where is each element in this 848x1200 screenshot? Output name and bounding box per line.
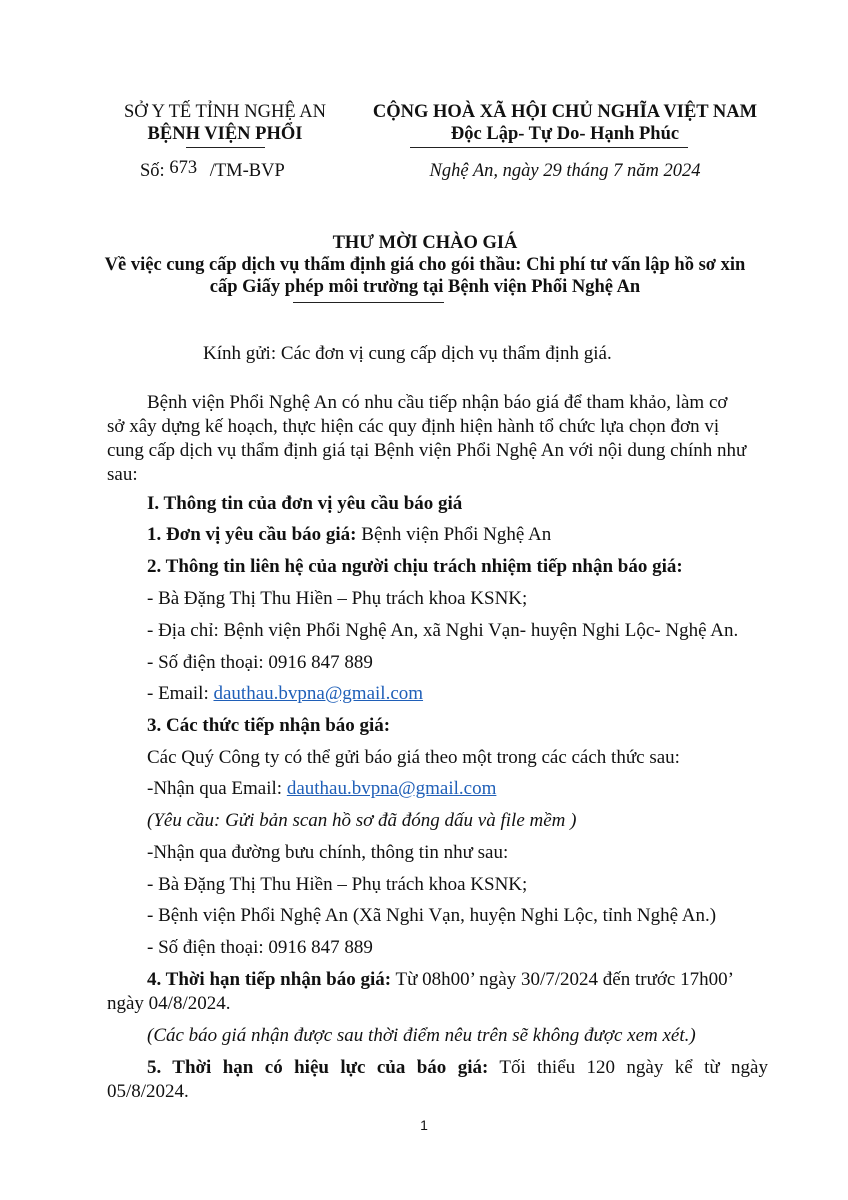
motto-underline [410, 147, 688, 148]
intro-line-1: Bệnh viện Phổi Nghệ An có nhu cầu tiếp nhận báo giá để tham khảo, làm cơ [147, 392, 728, 413]
method-email-note: (Yêu cầu: Gửi bản scan hồ sơ đã đóng dấu và file mềm ) [147, 810, 577, 831]
deadline-note: (Các báo giá nhận được sau thời điểm nêu trên sẽ không được xem xét.) [147, 1025, 696, 1046]
post-phone: - Số điện thoại: 0916 847 889 [147, 937, 373, 958]
contact-email [147, 683, 423, 705]
place-date: Nghệ An, ngày 29 tháng 7 năm 2024 [429, 161, 701, 181]
method-email-label: -Nhận qua Email: [147, 778, 287, 799]
contact-address: - Địa chỉ: Bệnh viện Phổi Nghệ An, xã Nghi Vạn- huyện Nghi Lộc- Nghệ An. [147, 620, 739, 641]
contact-info-heading: 2. Thông tin liên hệ của người chịu trách nhiệm tiếp nhận báo giá: [147, 556, 683, 577]
requesting-unit-label: 1. Đơn vị yêu cầu báo giá: [147, 524, 357, 545]
page-number: 1 [420, 1117, 428, 1133]
subject-line-1: Về việc cung cấp dịch vụ thẩm định giá cho gói thầu: Chi phí tư vấn lập hồ sơ xin [104, 255, 746, 275]
validity-period-cont: 05/8/2024. [107, 1081, 189, 1102]
post-address: - Bệnh viện Phổi Nghệ An (Xã Nghi Vạn, huyện Nghi Lộc, tỉnh Nghệ An.) [147, 905, 717, 926]
requesting-unit [147, 524, 551, 546]
department-name: SỞ Y TẾ TỈNH NGHỆ AN [124, 102, 326, 122]
intro-line-2: sở xây dựng kế hoạch, thực hiện các quy định hiện hành tổ chức lựa chọn đơn vị [107, 416, 720, 437]
number-label: Số: [140, 161, 165, 181]
intro-line-4: sau: [107, 464, 138, 485]
salutation: Kính gửi: Các đơn vị cung cấp dịch vụ thẩm định giá. [203, 343, 612, 364]
contact-phone: - Số điện thoại: 0916 847 889 [147, 652, 373, 673]
requesting-unit-value: Bệnh viện Phổi Nghệ An [356, 524, 552, 545]
post-person: - Bà Đặng Thị Thu Hiền – Phụ trách khoa KSNK; [147, 874, 528, 895]
number-value: 673 [169, 158, 198, 178]
contact-person: - Bà Đặng Thị Thu Hiền – Phụ trách khoa KSNK; [147, 588, 528, 609]
intro-line-3: cung cấp dịch vụ thẩm định giá tại Bệnh viện Phổi Nghệ An với nội dung chính như [107, 440, 747, 461]
document-number [140, 158, 285, 182]
methods-intro: Các Quý Công ty có thể gửi báo giá theo một trong các cách thức sau: [147, 747, 680, 768]
method-email-link[interactable]: dauthau.bvpna@gmail.com [286, 778, 497, 799]
receiving-deadline-value: Từ 08h00’ ngày 30/7/2024 đến trước 17h00’ [391, 969, 734, 990]
receiving-deadline-label: 4. Thời hạn tiếp nhận báo giá: [147, 969, 392, 990]
method-post: -Nhận qua đường bưu chính, thông tin như sau: [147, 842, 509, 863]
national-motto: Độc Lập- Tự Do- Hạnh Phúc [450, 124, 680, 144]
document-title: THƯ MỜI CHÀO GIÁ [332, 233, 518, 253]
section-heading: I. Thông tin của đơn vị yêu cầu báo giá [147, 493, 463, 514]
receiving-deadline [147, 969, 734, 991]
email-label: - Email: [147, 683, 214, 704]
validity-period-label: 5. Thời hạn có hiệu lực của báo giá: [147, 1057, 489, 1078]
validity-period-value: Tối thiểu 120 ngày kể từ ngày [488, 1057, 768, 1078]
title-underline [293, 302, 444, 303]
number-suffix: /TM-BVP [209, 161, 285, 181]
organization-name: BỆNH VIỆN PHỔI [147, 124, 303, 144]
nation-title: CỘNG HOÀ XÃ HỘI CHỦ NGHĨA VIỆT NAM [372, 102, 758, 122]
receiving-deadline-cont: ngày 04/8/2024. [107, 993, 231, 1014]
email-link[interactable]: dauthau.bvpna@gmail.com [213, 683, 424, 704]
validity-period [147, 1057, 768, 1079]
subject-line-2: cấp Giấy phép môi trường tại Bệnh viện Phổi Nghệ An [209, 277, 641, 297]
organization-underline [186, 147, 265, 148]
receiving-methods-heading: 3. Các thức tiếp nhận báo giá: [147, 715, 391, 736]
method-email [147, 778, 496, 800]
